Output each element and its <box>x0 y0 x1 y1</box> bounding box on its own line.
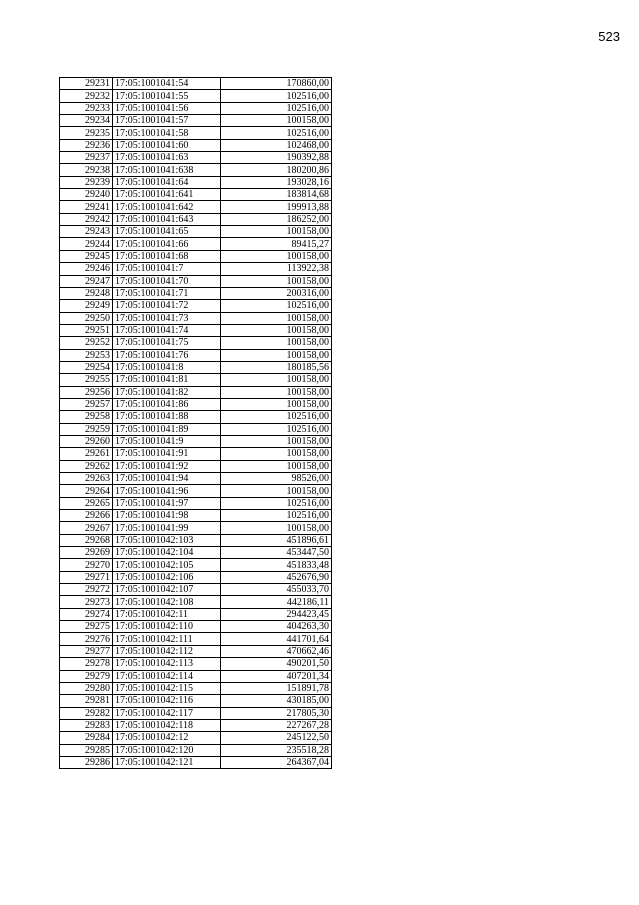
table-row <box>60 152 332 164</box>
table-row <box>60 127 332 139</box>
cadastral-number-cell: 17:05:1001042:120 <box>113 744 221 756</box>
value-amount-cell: 404263,30 <box>221 621 332 633</box>
table-row <box>60 300 332 312</box>
row-number-cell: 29242 <box>60 213 113 225</box>
row-number-cell: 29237 <box>60 152 113 164</box>
row-number-cell: 29267 <box>60 522 113 534</box>
table-row <box>60 324 332 336</box>
cadastral-number-cell: 17:05:1001041:75 <box>113 337 221 349</box>
row-number-cell: 29253 <box>60 349 113 361</box>
table-body <box>60 78 332 769</box>
value-amount-cell: 100158,00 <box>221 398 332 410</box>
row-number-cell: 29255 <box>60 374 113 386</box>
row-number-cell: 29260 <box>60 435 113 447</box>
value-amount-cell: 199913,88 <box>221 201 332 213</box>
row-number-cell: 29235 <box>60 127 113 139</box>
row-number-cell: 29279 <box>60 670 113 682</box>
table-row <box>60 695 332 707</box>
table-row <box>60 497 332 509</box>
value-amount-cell: 151891,78 <box>221 682 332 694</box>
row-number-cell: 29257 <box>60 398 113 410</box>
row-number-cell: 29236 <box>60 139 113 151</box>
cadastral-number-cell: 17:05:1001042:110 <box>113 621 221 633</box>
row-number-cell: 29250 <box>60 312 113 324</box>
cadastral-number-cell: 17:05:1001042:118 <box>113 719 221 731</box>
row-number-cell: 29240 <box>60 189 113 201</box>
cadastral-number-cell: 17:05:1001041:74 <box>113 324 221 336</box>
row-number-cell: 29232 <box>60 90 113 102</box>
row-number-cell: 29244 <box>60 238 113 250</box>
cadastral-number-cell: 17:05:1001042:111 <box>113 633 221 645</box>
table-row <box>60 756 332 768</box>
cadastral-number-cell: 17:05:1001041:96 <box>113 485 221 497</box>
value-amount-cell: 100158,00 <box>221 312 332 324</box>
row-number-cell: 29271 <box>60 571 113 583</box>
row-number-cell: 29286 <box>60 756 113 768</box>
table-row <box>60 584 332 596</box>
table-row <box>60 238 332 250</box>
value-amount-cell: 102516,00 <box>221 423 332 435</box>
value-amount-cell: 100158,00 <box>221 435 332 447</box>
table-row <box>60 473 332 485</box>
table-row <box>60 719 332 731</box>
cadastral-number-cell: 17:05:1001041:98 <box>113 510 221 522</box>
table-row <box>60 608 332 620</box>
cadastral-number-cell: 17:05:1001041:643 <box>113 213 221 225</box>
table-row <box>60 164 332 176</box>
row-number-cell: 29231 <box>60 78 113 90</box>
cadastral-number-cell: 17:05:1001041:8 <box>113 361 221 373</box>
value-amount-cell: 186252,00 <box>221 213 332 225</box>
row-number-cell: 29241 <box>60 201 113 213</box>
row-number-cell: 29262 <box>60 460 113 472</box>
value-amount-cell: 193028,16 <box>221 176 332 188</box>
row-number-cell: 29266 <box>60 510 113 522</box>
cadastral-number-cell: 17:05:1001041:73 <box>113 312 221 324</box>
cadastral-number-cell: 17:05:1001042:106 <box>113 571 221 583</box>
value-amount-cell: 100158,00 <box>221 460 332 472</box>
row-number-cell: 29264 <box>60 485 113 497</box>
cadastral-number-cell: 17:05:1001041:57 <box>113 115 221 127</box>
value-amount-cell: 200316,00 <box>221 287 332 299</box>
row-number-cell: 29252 <box>60 337 113 349</box>
value-amount-cell: 100158,00 <box>221 324 332 336</box>
table-row <box>60 534 332 546</box>
cadastral-number-cell: 17:05:1001041:94 <box>113 473 221 485</box>
value-amount-cell: 451896,61 <box>221 534 332 546</box>
table-row <box>60 670 332 682</box>
row-number-cell: 29238 <box>60 164 113 176</box>
page-number: 523 <box>598 29 620 44</box>
value-amount-cell: 100158,00 <box>221 522 332 534</box>
value-amount-cell: 102516,00 <box>221 102 332 114</box>
value-amount-cell: 294423,45 <box>221 608 332 620</box>
table-row <box>60 559 332 571</box>
cadastral-number-cell: 17:05:1001041:70 <box>113 275 221 287</box>
table-row <box>60 423 332 435</box>
cadastral-number-cell: 17:05:1001041:97 <box>113 497 221 509</box>
table-row <box>60 435 332 447</box>
cadastral-number-cell: 17:05:1001041:82 <box>113 386 221 398</box>
value-amount-cell: 455033,70 <box>221 584 332 596</box>
cadastral-number-cell: 17:05:1001041:7 <box>113 263 221 275</box>
value-amount-cell: 100158,00 <box>221 226 332 238</box>
row-number-cell: 29256 <box>60 386 113 398</box>
cadastral-number-cell: 17:05:1001041:9 <box>113 435 221 447</box>
row-number-cell: 29261 <box>60 448 113 460</box>
value-amount-cell: 183814,68 <box>221 189 332 201</box>
cadastral-number-cell: 17:05:1001041:65 <box>113 226 221 238</box>
table-row <box>60 213 332 225</box>
row-number-cell: 29281 <box>60 695 113 707</box>
table-row <box>60 312 332 324</box>
value-amount-cell: 407201,34 <box>221 670 332 682</box>
cadastral-number-cell: 17:05:1001041:68 <box>113 250 221 262</box>
table-row <box>60 547 332 559</box>
value-amount-cell: 441701,64 <box>221 633 332 645</box>
table-row <box>60 571 332 583</box>
cadastral-value-table <box>59 77 332 769</box>
value-amount-cell: 102516,00 <box>221 497 332 509</box>
table-row <box>60 115 332 127</box>
table-row <box>60 485 332 497</box>
value-amount-cell: 100158,00 <box>221 349 332 361</box>
cadastral-number-cell: 17:05:1001041:58 <box>113 127 221 139</box>
row-number-cell: 29249 <box>60 300 113 312</box>
table-row <box>60 201 332 213</box>
cadastral-number-cell: 17:05:1001041:89 <box>113 423 221 435</box>
table-row <box>60 374 332 386</box>
value-amount-cell: 102516,00 <box>221 300 332 312</box>
cadastral-number-cell: 17:05:1001042:114 <box>113 670 221 682</box>
cadastral-number-cell: 17:05:1001042:104 <box>113 547 221 559</box>
row-number-cell: 29277 <box>60 645 113 657</box>
row-number-cell: 29273 <box>60 596 113 608</box>
row-number-cell: 29278 <box>60 658 113 670</box>
value-amount-cell: 100158,00 <box>221 448 332 460</box>
row-number-cell: 29284 <box>60 732 113 744</box>
cadastral-number-cell: 17:05:1001042:108 <box>113 596 221 608</box>
value-amount-cell: 100158,00 <box>221 115 332 127</box>
table-row <box>60 448 332 460</box>
row-number-cell: 29254 <box>60 361 113 373</box>
value-amount-cell: 89415,27 <box>221 238 332 250</box>
row-number-cell: 29246 <box>60 263 113 275</box>
value-amount-cell: 217805,30 <box>221 707 332 719</box>
cadastral-number-cell: 17:05:1001041:66 <box>113 238 221 250</box>
value-amount-cell: 490201,50 <box>221 658 332 670</box>
cadastral-number-cell: 17:05:1001042:115 <box>113 682 221 694</box>
table-row <box>60 707 332 719</box>
cadastral-number-cell: 17:05:1001042:103 <box>113 534 221 546</box>
table-row <box>60 522 332 534</box>
cadastral-number-cell: 17:05:1001042:112 <box>113 645 221 657</box>
value-amount-cell: 442186,11 <box>221 596 332 608</box>
table-row <box>60 460 332 472</box>
row-number-cell: 29270 <box>60 559 113 571</box>
table-row <box>60 176 332 188</box>
value-amount-cell: 102516,00 <box>221 510 332 522</box>
cadastral-number-cell: 17:05:1001042:11 <box>113 608 221 620</box>
cadastral-number-cell: 17:05:1001041:638 <box>113 164 221 176</box>
table-row <box>60 411 332 423</box>
table-row <box>60 386 332 398</box>
row-number-cell: 29274 <box>60 608 113 620</box>
table-row <box>60 90 332 102</box>
value-amount-cell: 100158,00 <box>221 337 332 349</box>
value-amount-cell: 235518,28 <box>221 744 332 756</box>
row-number-cell: 29233 <box>60 102 113 114</box>
value-amount-cell: 227267,28 <box>221 719 332 731</box>
table-row <box>60 658 332 670</box>
row-number-cell: 29248 <box>60 287 113 299</box>
cadastral-number-cell: 17:05:1001041:91 <box>113 448 221 460</box>
value-amount-cell: 98526,00 <box>221 473 332 485</box>
table-row <box>60 510 332 522</box>
table-row <box>60 139 332 151</box>
row-number-cell: 29272 <box>60 584 113 596</box>
cadastral-number-cell: 17:05:1001041:55 <box>113 90 221 102</box>
value-amount-cell: 451833,48 <box>221 559 332 571</box>
table-row <box>60 732 332 744</box>
cadastral-number-cell: 17:05:1001041:642 <box>113 201 221 213</box>
table-row <box>60 398 332 410</box>
cadastral-number-cell: 17:05:1001041:76 <box>113 349 221 361</box>
table-row <box>60 189 332 201</box>
table-row <box>60 633 332 645</box>
row-number-cell: 29234 <box>60 115 113 127</box>
row-number-cell: 29282 <box>60 707 113 719</box>
row-number-cell: 29283 <box>60 719 113 731</box>
table-row <box>60 682 332 694</box>
cadastral-number-cell: 17:05:1001041:63 <box>113 152 221 164</box>
value-amount-cell: 264367,04 <box>221 756 332 768</box>
cadastral-number-cell: 17:05:1001042:105 <box>113 559 221 571</box>
row-number-cell: 29280 <box>60 682 113 694</box>
row-number-cell: 29258 <box>60 411 113 423</box>
value-amount-cell: 100158,00 <box>221 386 332 398</box>
cadastral-number-cell: 17:05:1001041:56 <box>113 102 221 114</box>
cadastral-number-cell: 17:05:1001041:81 <box>113 374 221 386</box>
cadastral-number-cell: 17:05:1001042:121 <box>113 756 221 768</box>
cadastral-number-cell: 17:05:1001041:92 <box>113 460 221 472</box>
table-row <box>60 287 332 299</box>
row-number-cell: 29251 <box>60 324 113 336</box>
table-row <box>60 645 332 657</box>
table-row <box>60 349 332 361</box>
cadastral-number-cell: 17:05:1001041:88 <box>113 411 221 423</box>
value-amount-cell: 102516,00 <box>221 127 332 139</box>
table-row <box>60 250 332 262</box>
table-row <box>60 78 332 90</box>
cadastral-number-cell: 17:05:1001042:113 <box>113 658 221 670</box>
cadastral-number-cell: 17:05:1001042:116 <box>113 695 221 707</box>
row-number-cell: 29268 <box>60 534 113 546</box>
table-row <box>60 596 332 608</box>
row-number-cell: 29276 <box>60 633 113 645</box>
cadastral-number-cell: 17:05:1001041:72 <box>113 300 221 312</box>
value-amount-cell: 170860,00 <box>221 78 332 90</box>
value-amount-cell: 100158,00 <box>221 250 332 262</box>
table-row <box>60 361 332 373</box>
value-amount-cell: 100158,00 <box>221 374 332 386</box>
value-amount-cell: 102516,00 <box>221 411 332 423</box>
table-row <box>60 744 332 756</box>
value-amount-cell: 102468,00 <box>221 139 332 151</box>
cadastral-number-cell: 17:05:1001041:54 <box>113 78 221 90</box>
value-amount-cell: 102516,00 <box>221 90 332 102</box>
table-row <box>60 275 332 287</box>
value-amount-cell: 113922,38 <box>221 263 332 275</box>
cadastral-number-cell: 17:05:1001042:107 <box>113 584 221 596</box>
cadastral-number-cell: 17:05:1001041:641 <box>113 189 221 201</box>
row-number-cell: 29239 <box>60 176 113 188</box>
value-amount-cell: 100158,00 <box>221 275 332 287</box>
cadastral-number-cell: 17:05:1001041:86 <box>113 398 221 410</box>
cadastral-number-cell: 17:05:1001041:60 <box>113 139 221 151</box>
row-number-cell: 29243 <box>60 226 113 238</box>
row-number-cell: 29275 <box>60 621 113 633</box>
table-row <box>60 337 332 349</box>
cadastral-number-cell: 17:05:1001041:99 <box>113 522 221 534</box>
table-row <box>60 621 332 633</box>
row-number-cell: 29259 <box>60 423 113 435</box>
table-row <box>60 226 332 238</box>
value-amount-cell: 430185,00 <box>221 695 332 707</box>
cadastral-number-cell: 17:05:1001041:71 <box>113 287 221 299</box>
value-amount-cell: 100158,00 <box>221 485 332 497</box>
value-amount-cell: 180200,86 <box>221 164 332 176</box>
row-number-cell: 29247 <box>60 275 113 287</box>
value-amount-cell: 453447,50 <box>221 547 332 559</box>
value-amount-cell: 245122,50 <box>221 732 332 744</box>
row-number-cell: 29263 <box>60 473 113 485</box>
value-amount-cell: 452676,90 <box>221 571 332 583</box>
row-number-cell: 29269 <box>60 547 113 559</box>
value-amount-cell: 470662,46 <box>221 645 332 657</box>
value-amount-cell: 190392,88 <box>221 152 332 164</box>
cadastral-number-cell: 17:05:1001041:64 <box>113 176 221 188</box>
row-number-cell: 29285 <box>60 744 113 756</box>
row-number-cell: 29245 <box>60 250 113 262</box>
row-number-cell: 29265 <box>60 497 113 509</box>
cadastral-number-cell: 17:05:1001042:117 <box>113 707 221 719</box>
value-amount-cell: 180185,56 <box>221 361 332 373</box>
table-row <box>60 102 332 114</box>
table-row <box>60 263 332 275</box>
cadastral-number-cell: 17:05:1001042:12 <box>113 732 221 744</box>
